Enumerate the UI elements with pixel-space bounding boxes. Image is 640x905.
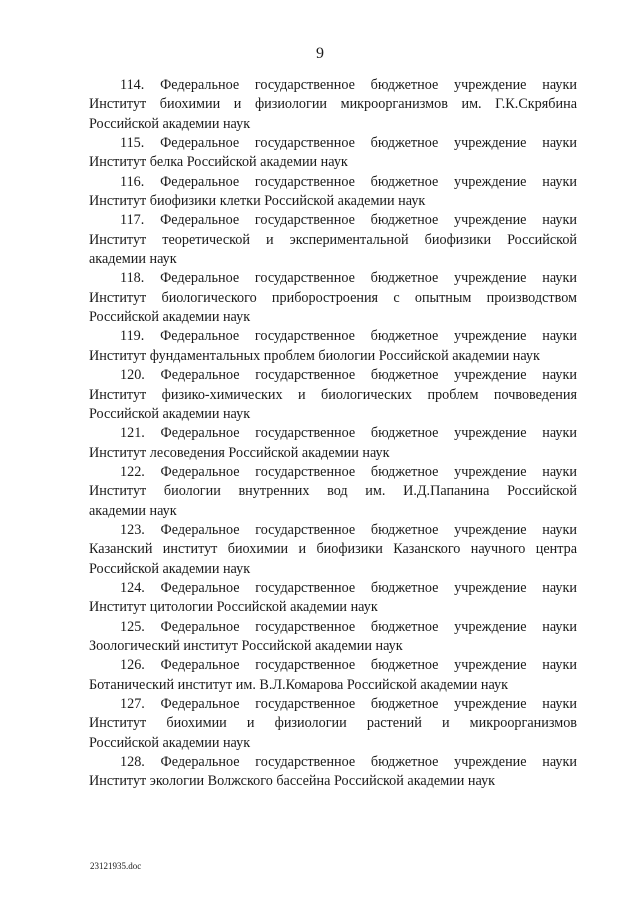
list-item-line: 125. Федеральное государственное бюджетное учреждение науки (120, 618, 577, 635)
list-item-line: Российской академии наук (89, 309, 251, 326)
list-item-line: 117. Федеральное государственное бюджетное учреждение науки (120, 212, 577, 229)
list-item-line: 128. Федеральное государственное бюджетное учреждение науки (120, 754, 577, 771)
page-number: 9 (316, 45, 324, 62)
list-item-line: 121. Федеральное государственное бюджетное учреждение науки (120, 425, 577, 442)
document-filename: 23121935.doc (90, 861, 142, 871)
list-item (89, 424, 577, 463)
list-item-line: Институт биохимии и физиологии микроорганизмов им. Г.К.Скрябина (89, 96, 577, 113)
list-item (89, 656, 577, 695)
list-item-line: Российской академии наук (89, 405, 251, 422)
list-item-line: 127. Федеральное государственное бюджетное учреждение науки (120, 696, 577, 712)
list-item-line: Институт биологии внутренних вод им. И.Д.Папанина Российской (89, 483, 577, 500)
list-item (89, 366, 577, 424)
list-item-line: 114. Федеральное государственное бюджетное учреждение науки (120, 77, 577, 93)
list-item-line: Институт физико-химических и биологических проблем почвоведения (89, 386, 577, 403)
list-item-line: 119. Федеральное государственное бюджетное учреждение науки (120, 328, 577, 345)
list-item-line: Институт цитологии Российской академии наук (89, 599, 378, 616)
list-item-line: 123. Федеральное государственное бюджетное учреждение науки (120, 521, 577, 538)
list-item (89, 269, 577, 327)
list-item-line: Институт биохимии и физиологии растений и микроорганизмов (89, 715, 577, 732)
list-item-line: 118. Федеральное государственное бюджетное учреждение науки (120, 270, 577, 287)
list-item (89, 579, 577, 618)
list-item-line: Институт белка Российской академии наук (89, 154, 348, 171)
list-item-line: Казанский институт биохимии и биофизики Казанского научного центра (89, 541, 577, 558)
list-item-line: Ботанический институт им. В.Л.Комарова Российской академии наук (89, 676, 509, 693)
list-item-line: 124. Федеральное государственное бюджетное учреждение науки (120, 579, 577, 596)
list-item-line: 126. Федеральное государственное бюджетное учреждение науки (120, 657, 577, 674)
list-item-line: 116. Федеральное государственное бюджетное учреждение науки (120, 173, 577, 190)
institution-list (89, 76, 577, 792)
list-item-line: Институт лесоведения Российской академии наук (89, 444, 390, 461)
list-item (89, 173, 577, 212)
list-item-line: академии наук (89, 502, 177, 519)
list-item-line: Российской академии наук (89, 115, 251, 132)
list-item-line: Институт биофизики клетки Российской академии наук (89, 193, 426, 210)
list-item-line: Российской академии наук (89, 734, 251, 751)
list-item-line: Российской академии наук (89, 560, 251, 577)
list-item (89, 134, 577, 173)
list-item-line: Институт экологии Волжского бассейна Российской академии наук (89, 773, 496, 790)
list-item (89, 521, 577, 579)
list-item-line: Зоологический институт Российской академии наук (89, 637, 403, 654)
list-item (89, 753, 577, 792)
list-item (89, 695, 577, 753)
list-item-line: 122. Федеральное государственное бюджетное учреждение науки (120, 463, 577, 480)
list-item-line: Институт теоретической и экспериментальной биофизики Российской (89, 231, 577, 248)
list-item-line: Институт фундаментальных проблем биологии Российской академии наук (89, 347, 540, 364)
list-item-line: академии наук (89, 251, 177, 268)
list-item (89, 327, 577, 366)
list-item-line: Институт биологического приборостроения с опытным производством (89, 289, 577, 306)
list-item-line: 115. Федеральное государственное бюджетное учреждение науки (120, 135, 577, 152)
list-item-line: 120. Федеральное государственное бюджетное учреждение науки (120, 367, 577, 384)
list-item (89, 463, 577, 521)
list-item (89, 211, 577, 269)
list-item (89, 618, 577, 657)
list-item (89, 76, 577, 134)
